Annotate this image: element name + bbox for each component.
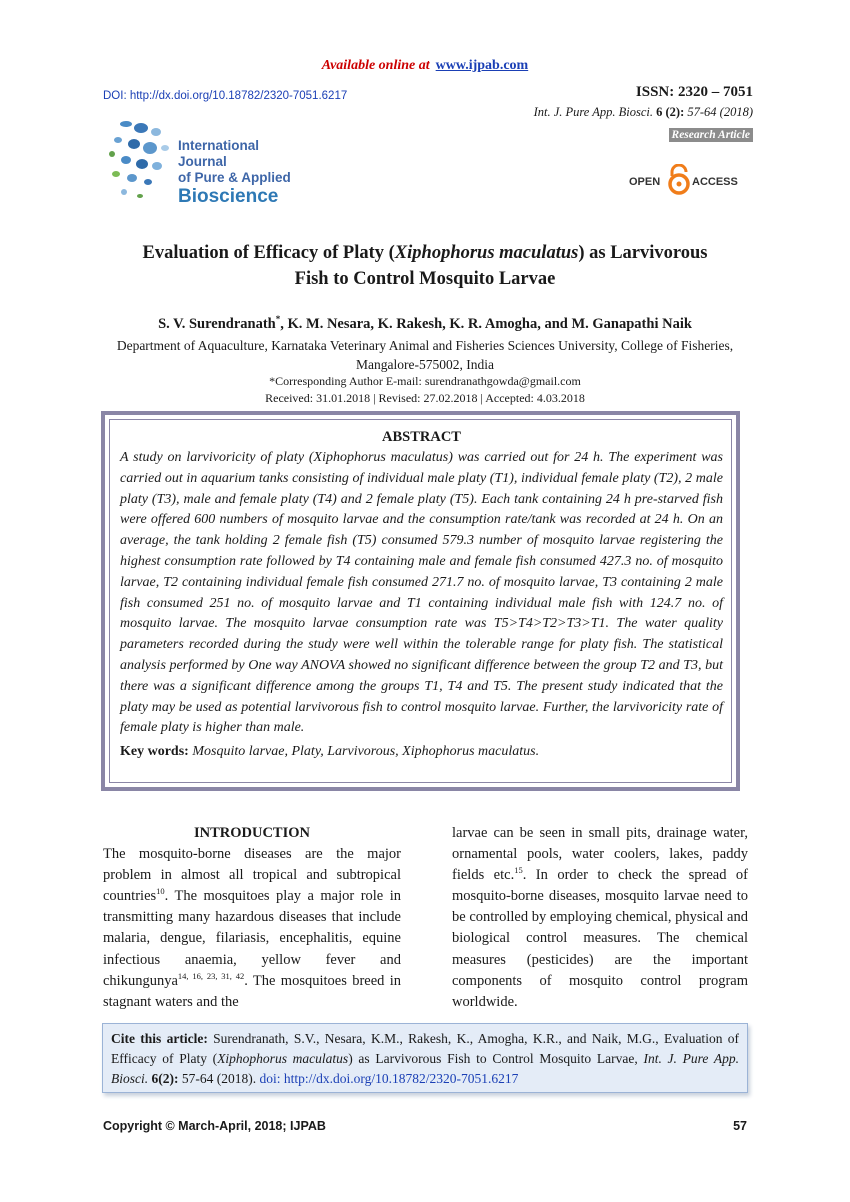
- intro-column-right: larvae can be seen in small pits, drainage water, ornamental pools, water coolers, lakes, paddy fields etc.$^{15}$. In order to check the spread of mosquito-borne diseases, mosquito larvae need to be controlled by employing chemical, physical and biological control measures. The chemical measures (pesticides) are the important components of mosquito control program worldwide.: [452, 825, 748, 1010]
- footer-copyright: Copyright © March-April, 2018; IJPAB: [103, 1119, 326, 1133]
- available-online: Available online at www.ijpab.com: [321, 58, 529, 73]
- logo-wordmark: International Journal of Pure & Applied Bioscience: [178, 138, 291, 207]
- citation-doi-link[interactable]: doi: http://dx.doi.org/10.18782/2320-7051.6217: [259, 1071, 519, 1086]
- affiliation: Department of Aquaculture, Karnataka Veterinary Animal and Fisheries Sciences University, College of Fisheries, Mangalore-575002, India: [116, 338, 734, 372]
- journal-site-link[interactable]: www.ijpab.com: [435, 58, 529, 73]
- article-title: Evaluation of Efficacy of Platy (Xiphophorus maculatus) as Larvivorous Fish to Control Mosquito Larvae: [142, 243, 708, 289]
- doi-link[interactable]: DOI: http://dx.doi.org/10.18782/2320-7051.6217: [103, 90, 348, 102]
- intro-column-left: INTRODUCTION The mosquito-borne diseases are the major problem in almost all tropical and subtropical countries$^{10}$. The mosquitoes play a major role in transmitting many hazardous diseases that include malaria, dengue, filariasis, encephalitis, equine infectious anaemia, yellow fever and chikungunya$^{14, 16, 23, 31, 42}$. The mosquitoes breed in stagnant waters and the: [103, 825, 401, 1010]
- abstract-text: A study on larvivoricity of platy (Xiphophorus maculatus) was carried out for 24 h. The experiment was carried out in aquarium tanks consisting of individual male platy (T1), individual female platy (T2), 2 male platy (T3), male and female platy (T4) and 2 female platy (T5). Each tank containing 24 h pre-starved fish were offered 600 numbers of mosquito larvae and the consumption rate/tank was recorded at 24 h. On an average, the tank holding 2 female fish (T5) consumed 579.3 number of mosquito larvae registering the highest consumption rate followed by T4 containing male and female fish consumed 427.3 no. of mosquito larvae, T2 containing individual female fish consumed 271.7 no. of mosquito larvae, T3 containing 2 male fish consumed 251 no. of mosquito larvae and T1 containing individual male fish with 124.7 no. of mosquito larvae. The mosquito larvae consumption rate was T5>T4>T2>T3>T1. The water quality parameters recorded during the study were well within the tolerable range for platy fish. The statistical analysis performed by One way ANOVA showed no significant difference between the group T2 and T3, but there was a significant difference among the groups T1, T4 and T5. The present study indicated that the platy may be used as potential larvivorous fish to control mosquito larvae. Further, the larvivoricity rate of female platy is higher than male.: [120, 450, 723, 736]
- page-number: 57: [733, 1119, 747, 1133]
- open-access-logo: [629, 164, 753, 196]
- journal-logo: [104, 118, 304, 207]
- open-access-access: ACCESS: [692, 176, 738, 188]
- open-access-open: OPEN: [629, 176, 661, 188]
- citation-box: Cite this article: Surendranath, S.V., Nesara, K.M., Rakesh, K., Amogha, K.R., and Naik, M.G., Evaluation of Efficacy of Platy (Xiphophorus maculatus) as Larvivorous Fish to Control Mosquito Larvae, Int. J. Pure App. Biosci. 6(2): 57-64 (2018). doi: http://dx.doi.org/10.18782/2320-7051.6217: [102, 1023, 748, 1093]
- issn: ISSN: 2320 – 7051: [635, 84, 753, 100]
- journal-reference: Int. J. Pure App. Biosci. 6 (2): 57-64 (2018): [533, 105, 753, 119]
- abstract-heading: ABSTRACT: [382, 429, 461, 445]
- article-dates: Received: 31.01.2018 | Revised: 27.02.2018 | Accepted: 4.03.2018: [265, 391, 585, 405]
- article-type-badge: Research Article: [669, 128, 753, 142]
- dots-logo-icon: [104, 118, 176, 204]
- author-list: S. V. Surendranath*, K. M. Nesara, K. Rakesh, K. R. Amogha, and M. Ganapathi Naik: [158, 314, 692, 332]
- abstract-box: [101, 411, 740, 791]
- keywords: Key words: Mosquito larvae, Platy, Larvivorous, Xiphophorus maculatus.: [120, 744, 540, 760]
- open-lock-icon: [670, 165, 688, 193]
- corresponding-author: *Corresponding Author E-mail: surendranathgowda@gmail.com: [269, 374, 581, 388]
- introduction-heading: INTRODUCTION: [193, 825, 310, 841]
